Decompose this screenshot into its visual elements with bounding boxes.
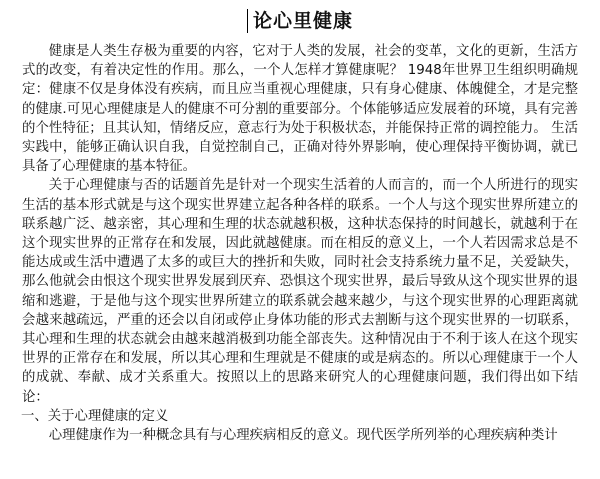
section-heading[interactable]: 一、关于心理健康的定义: [21, 408, 169, 424]
document-title[interactable]: 论心里健康: [252, 10, 353, 32]
paragraph-reality[interactable]: 关于心理健康与否的话题首先是针对一个现实生活着的人而言的，而一个人所进行的现实生活的基本形式就是与这个现实世界建立起各种各样的联系。一个人与这个现实世界所建立的联系越广泛、越亲密，其心理和生理的状态就越积极，这种状态保持的时间越长，就越利于在这个现实世界的正常存在和发展，因此就越健康。而在相反的意义上，一个人若因需求总是不能达成或生活中遭遇了太多的或巨大的挫折和失败，同时社会支持系统力量不足，关爱缺失，那么他就会由恨这个现实世界发展到厌弃、恐惧这个现实世界，最后导致从这个现实世界的退缩和逃避，于是他与这个现实世界所建立的联系就会越来越少，与这个现实世界的心理距离就会越来越疏远，严重的还会以自闭或停止身体功能的形式去割断与这个现实世界的一切联系，其心理和生理的状态就会由越来越消极到功能全部丧失。这种情况由于不利于该人在这个现实世界的正常存在和发展，所以其心理和生理就是不健康的或是病态的。所以心理健康于一个人的成就、奉献、成才关系重大。按照以上的思路来研究人的心理健康问题，我们得出如下结论：: [22, 178, 578, 405]
paragraph-definition[interactable]: 心理健康作为一种概念具有与心理疾病相反的意义。现代医学所列举的心理疾病种类计: [48, 428, 558, 444]
paragraph-intro[interactable]: 健康是人类生存极为重要的内容，它对于人类的发展，社会的变革，文化的更新，生活方式的改变，有着决定性的作用。那么，一个人怎样才算健康呢？ 1948年世界卫生组织明确规定：健康不仅是身体没有疾病，而且应当重视心理健康，只有身心健康、体魄健全，才是完整的健康.可见心理健康是人的健康不可分割的重要部分。个体能够适应发展着的环境，具有完善的个性特征；且其认知，情绪反应，意志行为处于积极状态，并能保持正常的调控能力。 生活实践中，能够正确认识自我，自觉控制自己，正确对待外界影响，使心理保持平衡协调，就已具备了心理健康的基本特征。: [22, 44, 578, 175]
document-body[interactable]: [22, 42, 578, 445]
